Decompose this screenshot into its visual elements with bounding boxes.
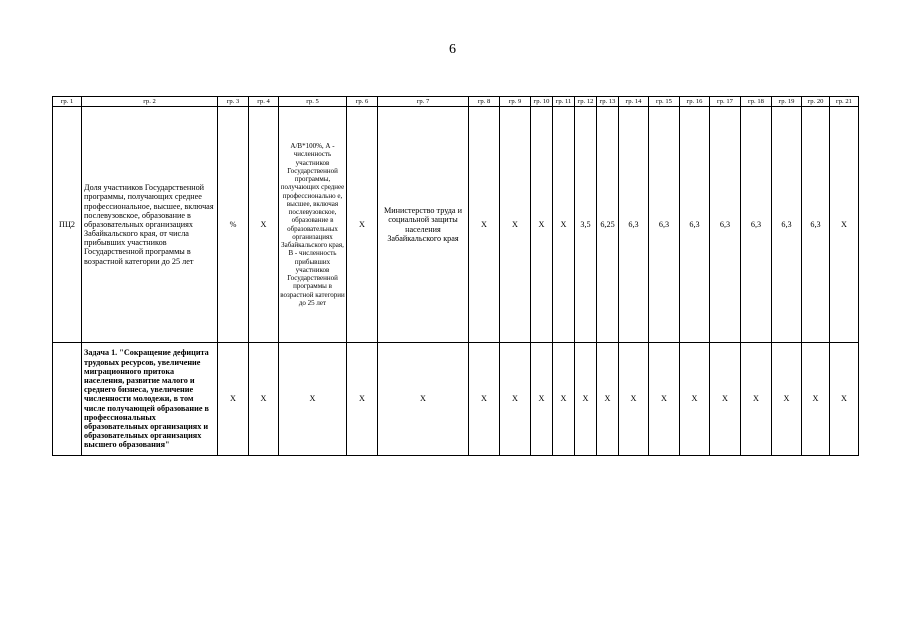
- header-cell: гр. 20: [802, 97, 830, 107]
- table-cell: X: [279, 343, 347, 456]
- table-cell: X: [680, 343, 710, 456]
- table-cell: X: [218, 343, 249, 456]
- header-cell: гр. 5: [279, 97, 347, 107]
- header-cell: гр. 21: [830, 97, 859, 107]
- table-cell: X: [347, 343, 378, 456]
- header-cell: гр. 4: [249, 97, 279, 107]
- page-number: 6: [449, 42, 456, 57]
- header-cell: гр. 15: [649, 97, 680, 107]
- indicator-code: ПЦ2: [53, 107, 82, 343]
- header-cell: гр. 10: [531, 97, 553, 107]
- header-cell: гр. 9: [500, 97, 531, 107]
- indicator-name: Доля участников Государственной программы, получающих среднее профессиональное, высшее, включая послевузовское, образование в образовательных организациях Забайкальского края, от числа прибывших участников Государственной программы в возрастной категории до 25 лет: [82, 107, 218, 343]
- table-row: [53, 343, 859, 456]
- header-cell: гр. 2: [82, 97, 218, 107]
- header-cell: гр. 8: [469, 97, 500, 107]
- table-cell: X: [249, 343, 279, 456]
- header-cell: гр. 3: [218, 97, 249, 107]
- table-cell: X: [347, 107, 378, 343]
- header-cell: гр. 13: [597, 97, 619, 107]
- header-cell: гр. 1: [53, 97, 82, 107]
- value-cell: 6,3: [741, 107, 772, 343]
- header-cell: гр. 12: [575, 97, 597, 107]
- table-cell: X: [553, 107, 575, 343]
- value-cell: 6,3: [649, 107, 680, 343]
- unit-cell: %: [218, 107, 249, 343]
- value-cell: 6,3: [802, 107, 830, 343]
- header-cell: гр. 18: [741, 97, 772, 107]
- value-cell: 6,25: [597, 107, 619, 343]
- table-cell: X: [597, 343, 619, 456]
- value-cell: 6,3: [772, 107, 802, 343]
- header-row: [53, 97, 859, 107]
- responsible-cell: Министерство труда и социальной защиты населения Забайкальского края: [378, 107, 469, 343]
- table-cell: X: [575, 343, 597, 456]
- table-cell: [53, 343, 82, 456]
- header-cell: гр. 11: [553, 97, 575, 107]
- table-cell: X: [649, 343, 680, 456]
- table-cell: X: [378, 343, 469, 456]
- header-cell: гр. 19: [772, 97, 802, 107]
- table-cell: X: [802, 343, 830, 456]
- table-cell: X: [500, 107, 531, 343]
- table-cell: X: [830, 343, 859, 456]
- table-cell: X: [531, 107, 553, 343]
- header-cell: гр. 16: [680, 97, 710, 107]
- table-cell: X: [531, 343, 553, 456]
- value-cell: 6,3: [710, 107, 741, 343]
- header-cell: гр. 14: [619, 97, 649, 107]
- table-cell: X: [469, 343, 500, 456]
- header-cell: гр. 17: [710, 97, 741, 107]
- header-cell: гр. 7: [378, 97, 469, 107]
- formula-cell: А/В*100%, А - численность участников Государственной программы, получающих среднее профессионально е, высшее, включая послевузовское, образование в образовательных организациях Забайкальского края, В - численность прибывших участников Государственной программы в возрастной категории до 25 лет: [279, 107, 347, 343]
- table-cell: X: [500, 343, 531, 456]
- table-cell: X: [469, 107, 500, 343]
- table-cell: X: [830, 107, 859, 343]
- value-cell: 6,3: [619, 107, 649, 343]
- table-cell: X: [710, 343, 741, 456]
- table-cell: X: [619, 343, 649, 456]
- value-cell: 3,5: [575, 107, 597, 343]
- value-cell: 6,3: [680, 107, 710, 343]
- task-text: Задача 1. "Сокращение дефицита трудовых ресурсов, увеличение миграционного притока населения, развитие малого и среднего бизнеса, увеличение численности молодежи, в том числе получающей образование в профессиональных образовательных организациях и образовательных организациях высшего образования": [82, 343, 218, 456]
- table-cell: X: [741, 343, 772, 456]
- header-cell: гр. 6: [347, 97, 378, 107]
- indicator-table: [52, 96, 859, 456]
- table-cell: X: [772, 343, 802, 456]
- table-row: [53, 107, 859, 343]
- table-cell: X: [249, 107, 279, 343]
- table-cell: X: [553, 343, 575, 456]
